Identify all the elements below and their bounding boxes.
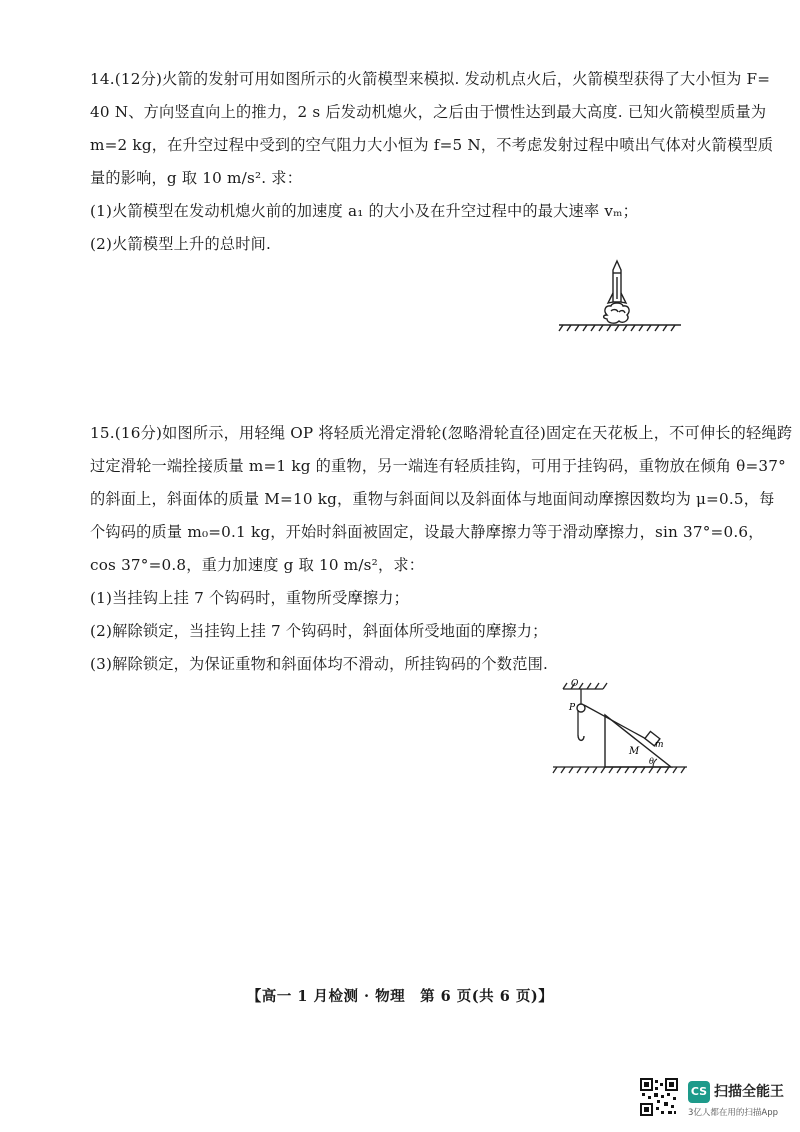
q15-line-1: 15.(16分)如图所示，用轻绳 OP 将轻质光滑定滑轮(忽略滑轮直径)固定在天花板上，不可伸长的轻绳跨 [90, 424, 793, 442]
rope-to-block [584, 705, 648, 740]
label-big-m: M [629, 746, 640, 757]
q15-line-2: 过定滑轮一端拴接质量 m=1 kg 的重物，另一端连有轻质挂钩，可用于挂钩码，重物放在倾角 θ=37° [90, 457, 786, 475]
camscanner-logo: CS [688, 1081, 710, 1103]
ceiling [563, 683, 607, 689]
q15-sub-2: (2)解除锁定，当挂钩上挂 7 个钩码时，斜面体所受地面的摩擦力； [90, 622, 548, 640]
q15-sub-1: (1)当挂钩上挂 7 个钩码时，重物所受摩擦力； [90, 589, 410, 607]
brand-name: 扫描全能王 [714, 1084, 784, 1100]
page-footer: 【高一 1 月检测 · 物理 第 6 页(共 6 页)】 [246, 988, 554, 1005]
q14-sub-1: (1)火箭模型在发动机熄火前的加速度 a₁ 的大小及在升空过程中的最大速率 vₘ； [90, 202, 639, 220]
label-m: m [655, 740, 664, 750]
q14-sub-2: (2)火箭模型上升的总时间. [90, 235, 272, 253]
q14-line-4: 量的影响，g 取 10 m/s². 求： [90, 169, 303, 187]
q14-line-1: 14.(12分)火箭的发射可用如图所示的火箭模型来模拟. 发动机点火后，火箭模型获得了大小恒为 F= [90, 70, 771, 88]
q15-line-3: 的斜面上，斜面体的质量 M=10 kg，重物与斜面间以及斜面体与地面间动摩擦因数均为 μ=0.5，每 [90, 490, 775, 508]
rocket-icon [604, 261, 629, 323]
label-o: O [571, 679, 579, 689]
incline-pulley-diagram [545, 675, 695, 775]
q14-line-3: m=2 kg，在升空过程中受到的空气阻力大小恒为 f=5 N，不考虑发射过程中喷出气体对火箭模型质 [90, 136, 774, 154]
ground-line [553, 767, 687, 773]
rocket-diagram [555, 255, 685, 335]
ground-line [559, 325, 681, 331]
hook-icon [578, 735, 584, 740]
label-theta: θ [649, 757, 654, 766]
brand-tagline: 3亿人都在用的扫描App [688, 1108, 779, 1118]
qr-code-icon [640, 1078, 678, 1116]
q15-line-4: 个钩码的质量 m₀=0.1 kg，开始时斜面被固定，设最大静摩擦力等于滑动摩擦力，sin 37°=0.6， [90, 523, 764, 541]
q15-sub-3: (3)解除锁定，为保证重物和斜面体均不滑动，所挂钩码的个数范围. [90, 655, 548, 673]
q15-line-5: cos 37°=0.8，重力加速度 g 取 10 m/s²，求： [90, 556, 425, 574]
label-p: P [569, 703, 576, 713]
q14-line-2: 40 N、方向竖直向上的推力，2 s 后发动机熄火，之后由于惯性达到最大高度. 已知火箭模型质量为 [90, 103, 767, 121]
